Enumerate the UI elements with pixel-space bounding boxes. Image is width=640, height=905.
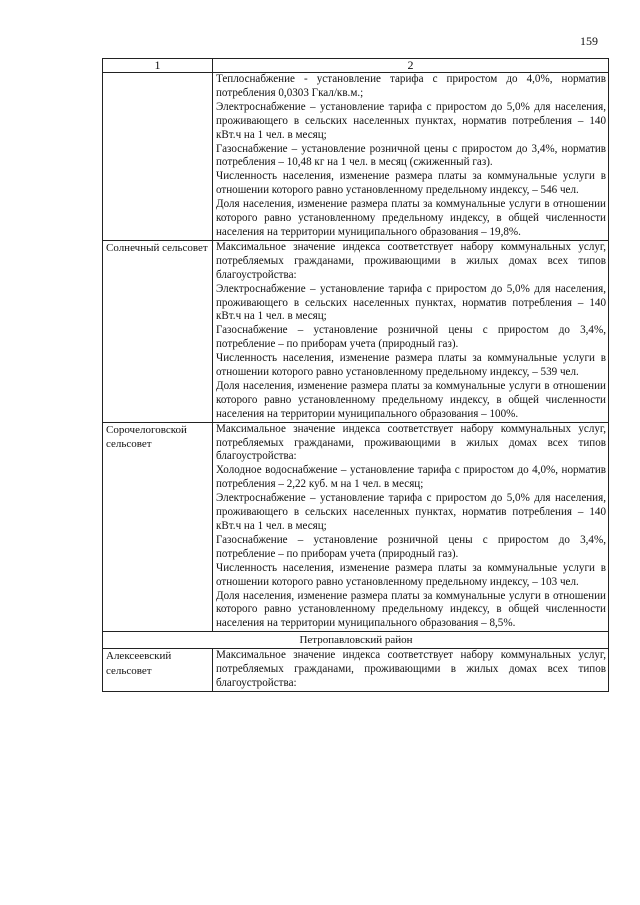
municipality-name: [103, 73, 213, 241]
tariff-description: [213, 240, 609, 422]
table-row: [103, 422, 609, 632]
table-row: [103, 649, 609, 692]
description-paragraph: Максимальное значение индекса соответствует набору коммунальных услуг, потребляемых гражданами, проживающими в жилых домах всех типов благоустройства:: [216, 422, 606, 463]
table-row: [103, 240, 609, 422]
tariff-table: [102, 58, 609, 692]
municipality-name: Солнечный сельсовет: [103, 240, 213, 422]
description-paragraph: Численность населения, изменение размера платы за коммунальные услуги в отношении которого равно установленному предельному индексу, – 103 чел.: [216, 561, 606, 588]
region-heading: Петропавловский район: [103, 632, 609, 649]
description-paragraph: Газоснабжение – установление розничной цены с приростом до 3,4%, потребление – по приборам учета (природный газ).: [216, 324, 606, 351]
table-header-row: [103, 59, 609, 73]
description-paragraph: Численность населения, изменение размера платы за коммунальные услуги в отношении которого равно установленному предельному индексу, – 539 чел.: [216, 352, 606, 379]
description-paragraph: Газоснабжение – установление розничной цены с приростом до 3,4%, потребление – по приборам учета (природный газ).: [216, 533, 606, 560]
tariff-description: [213, 422, 609, 632]
tariff-description: [213, 73, 609, 241]
region-heading-row: [103, 632, 609, 649]
description-paragraph: Электроснабжение – установление тарифа с приростом до 5,0% для населения, проживающего в сельских населенных пунктах, норматив потребления – 140 кВт.ч на 1 чел. в месяц;: [216, 100, 606, 141]
description-paragraph: Холодное водоснабжение – установление тарифа с приростом до 4,0%, норматив потребления – 2,22 куб. м на 1 чел. в месяц;: [216, 464, 606, 491]
description-paragraph: Теплоснабжение - установление тарифа с приростом до 4,0%, норматив потребления 0,0303 Гкал/кв.м.;: [216, 73, 606, 99]
description-paragraph: Доля населения, изменение размера платы за коммунальные услуги в отношении которого равно установленному предельному индексу, в общей численности населения на территории муниципального образования – 100%.: [216, 379, 606, 420]
page-number: 159: [580, 34, 598, 48]
description-paragraph: Электроснабжение – установление тарифа с приростом до 5,0% для населения, проживающего в сельских населенных пунктах, норматив потребления – 140 кВт.ч на 1 чел. в месяц;: [216, 492, 606, 532]
description-paragraph: Численность населения, изменение размера платы за коммунальные услуги в отношении которого равно установленному предельному индексу, – 546 чел.: [216, 170, 606, 197]
description-paragraph: Максимальное значение индекса соответствует набору коммунальных услуг, потребляемых гражданами, проживающими в жилых домах всех типов благоустройства:: [216, 240, 606, 281]
tariff-description: [213, 649, 609, 692]
description-paragraph: Доля населения, изменение размера платы за коммунальные услуги в отношении которого равно установленному предельному индексу, в общей численности населения на территории муниципального образования – 19,8%.: [216, 198, 606, 238]
description-paragraph: Максимальное значение индекса соответствует набору коммунальных услуг, потребляемых гражданами, проживающими в жилых домах всех типов благоустройства:: [216, 649, 606, 690]
municipality-name: Сорочелоговской сельсовет: [103, 422, 213, 632]
column-header-2: 2: [213, 59, 609, 73]
municipality-name: Алексеевский сельсовет: [103, 649, 213, 692]
description-paragraph: Газоснабжение – установление розничной цены с приростом до 3,4%, норматив потребления – 10,48 кг на 1 чел. в месяц (сжиженный газ).: [216, 142, 606, 169]
column-header-1: 1: [103, 59, 213, 73]
description-paragraph: Доля населения, изменение размера платы за коммунальные услуги в отношении которого равно установленному предельному индексу, в общей численности населения на территории муниципального образования – 8,5%.: [216, 589, 606, 630]
table-row: [103, 73, 609, 241]
description-paragraph: Электроснабжение – установление тарифа с приростом до 5,0% для населения, проживающего в сельских населенных пунктах, норматив потребления – 140 кВт.ч на 1 чел. в месяц;: [216, 282, 606, 323]
